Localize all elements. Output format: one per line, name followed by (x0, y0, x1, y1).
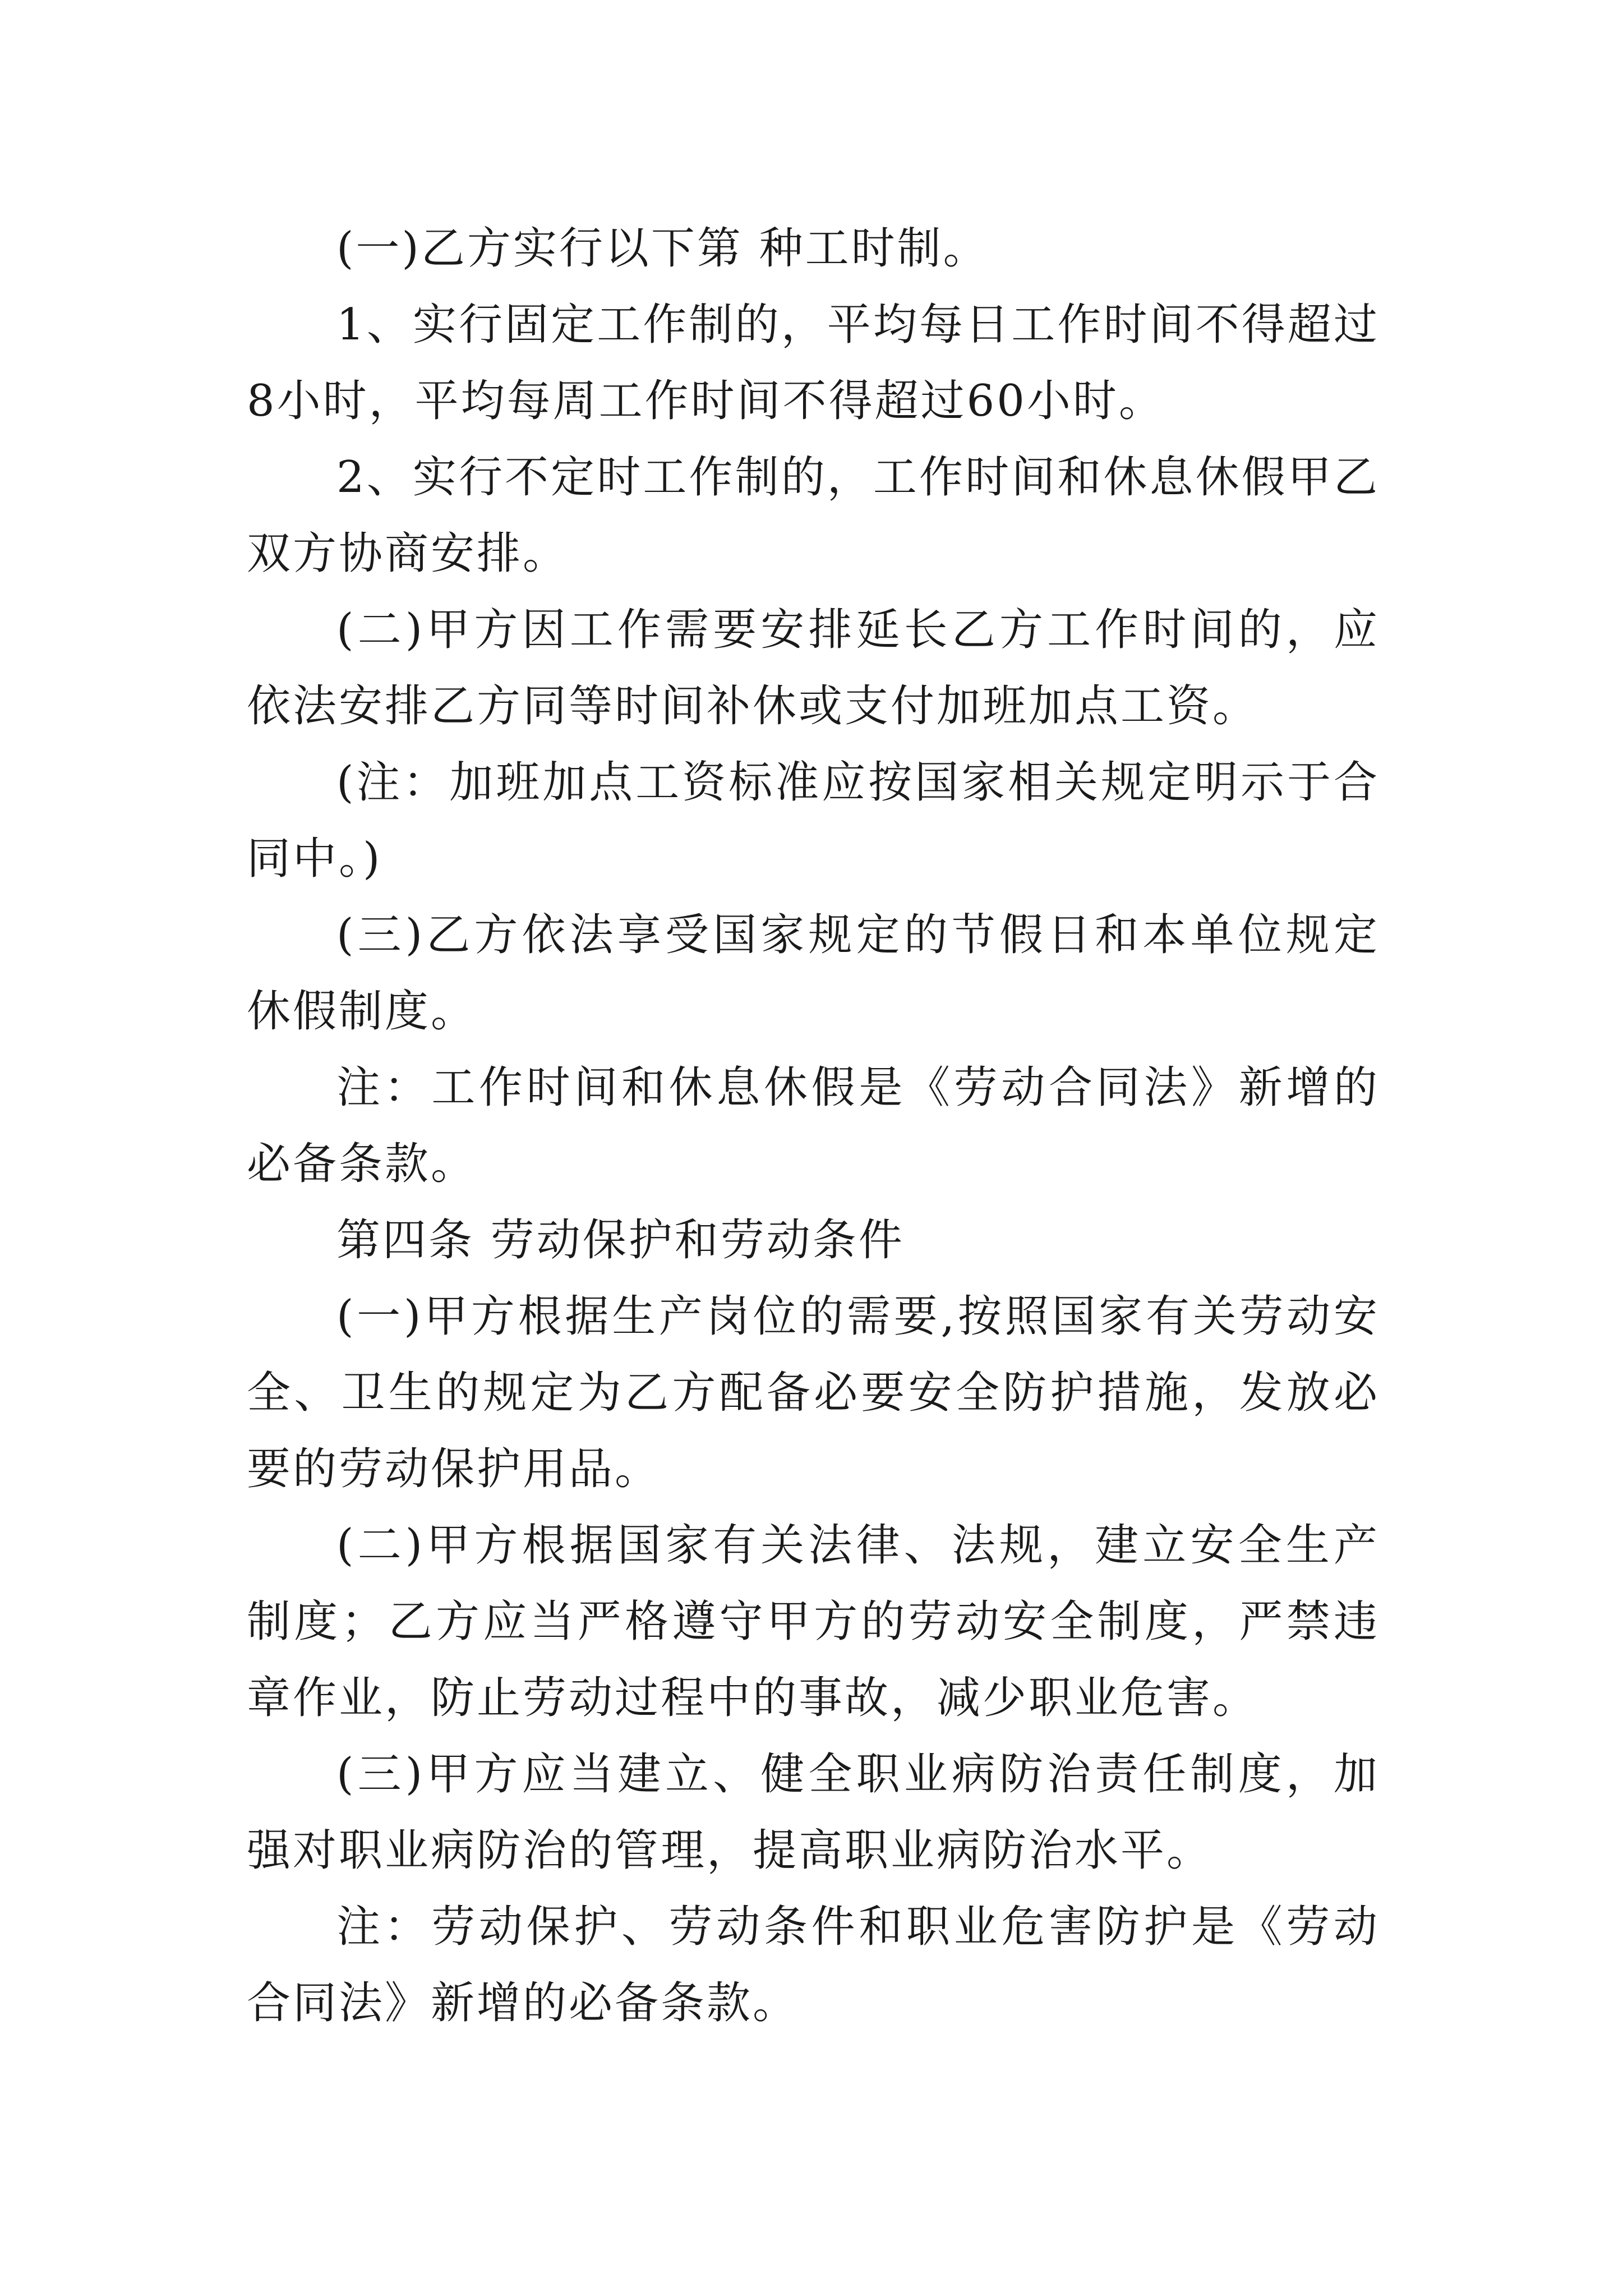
paragraph-overtime: (二)甲方因工作需要安排延长乙方工作时间的，应依法安排乙方同等时间补休或支付加班加点工资。 (247, 605, 1380, 731)
paragraph-protection-note: 注：劳动保护、劳动条件和职业危害防护是《劳动合同法》新增的必备条款。 (247, 1902, 1380, 2028)
paragraph-work-hours-note: 注：工作时间和休息休假是《劳动合同法》新增的必备条款。 (247, 1062, 1380, 1189)
paragraph-flexible-hours: 2、实行不定时工作制的，工作时间和休息休假甲乙双方协商安排。 (247, 452, 1380, 579)
article-four-heading: 第四条 劳动保护和劳动条件 (336, 1215, 905, 1266)
paragraph-protective-equipment: (一)甲方根据生产岗位的需要,按照国家有关劳动安全、卫生的规定为乙方配备必要安全防护措施，发放必要的劳动保护用品。 (247, 1291, 1380, 1494)
paragraph-holidays: (三)乙方依法享受国家规定的节假日和本单位规定休假制度。 (247, 910, 1380, 1037)
paragraph-overtime-note: (注：加班加点工资标准应按国家相关规定明示于合同中。) (247, 757, 1380, 884)
paragraph-occupational-disease: (三)甲方应当建立、健全职业病防治责任制度，加强对职业病防治的管理，提高职业病防治水平。 (247, 1749, 1380, 1876)
paragraph-work-hours-system: (一)乙方实行以下第 种工时制。 (336, 223, 989, 274)
paragraph-safety-system: (二)甲方根据国家有关法律、法规，建立安全生产制度；乙方应当严格遵守甲方的劳动安全制度，严禁违章作业，防止劳动过程中的事故，减少职业危害。 (247, 1520, 1380, 1723)
paragraph-fixed-hours: 1、实行固定工作制的，平均每日工作时间不得超过8小时，平均每周工作时间不得超过60小时。 (247, 300, 1380, 426)
document-body (247, 210, 1380, 2041)
